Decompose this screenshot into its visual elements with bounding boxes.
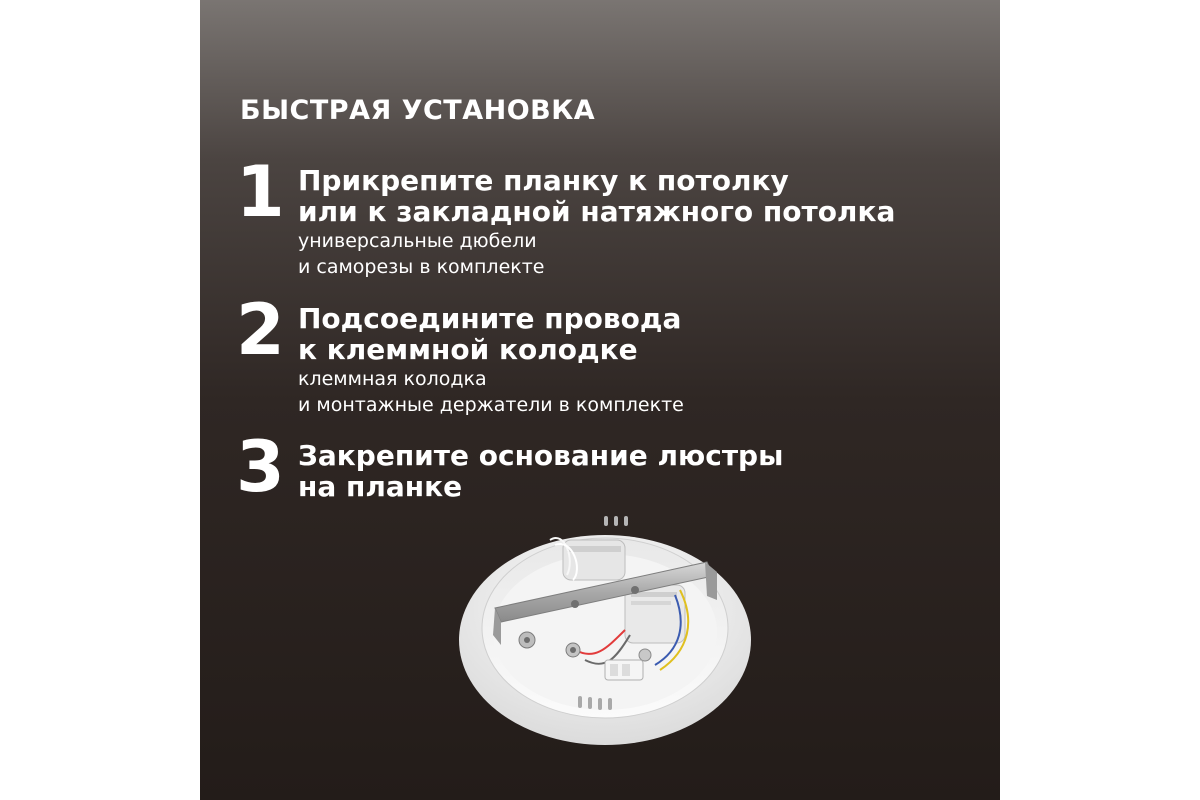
- step-title-line: к клеммной колодке: [298, 333, 638, 366]
- ceiling-fixture-image: [455, 500, 755, 750]
- step-title-line: Закрепите основание люстры: [298, 439, 784, 472]
- page-title: БЫСТРАЯ УСТАНОВКА: [240, 95, 596, 126]
- terminal-block: [605, 660, 643, 680]
- step-subtitle-line: клеммная колодка: [298, 368, 487, 390]
- step-title-line: Подсоедините провода: [298, 302, 682, 335]
- step-subtitle-line: универсальные дюбели: [298, 230, 537, 252]
- step-subtitle-line: и монтажные держатели в комплекте: [298, 394, 684, 416]
- step-title-line: Прикрепите планку к потолку: [298, 164, 789, 197]
- step-number: 2: [236, 289, 285, 371]
- vent-slots-top: [604, 516, 628, 526]
- led-driver: [563, 540, 625, 580]
- step-number: 1: [236, 151, 285, 233]
- step-title-line: на планке: [298, 470, 463, 503]
- install-card: [200, 0, 1000, 800]
- step-title-line: или к закладной натяжного потолка: [298, 195, 896, 228]
- step-subtitle-line: и саморезы в комплекте: [298, 256, 545, 278]
- step-number: 3: [236, 426, 285, 508]
